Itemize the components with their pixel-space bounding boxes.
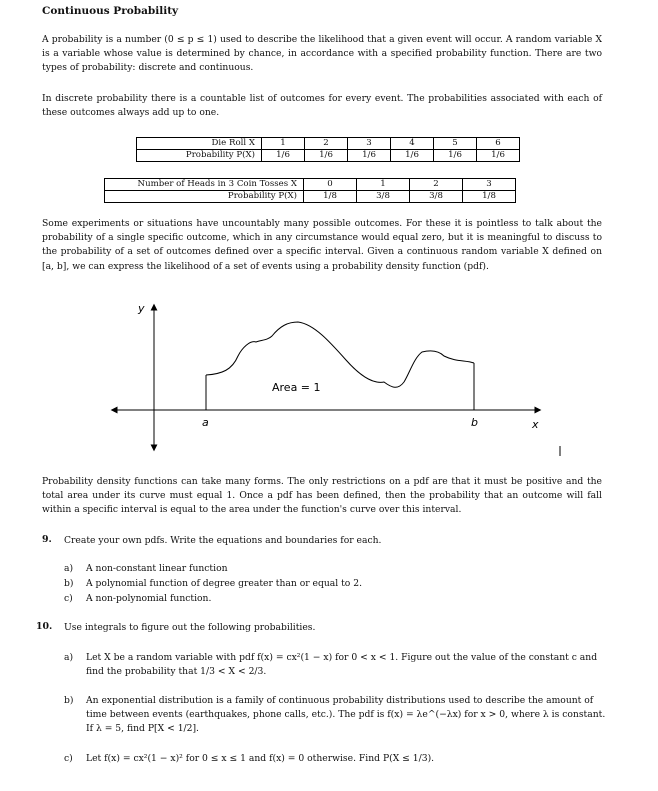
item-label: a) — [64, 563, 74, 574]
discrete-paragraph: In discrete probability there is a countable list of outcomes for every event. The probabilities associated with each of these outcomes always add up to one. — [42, 93, 602, 119]
list-item — [64, 592, 606, 606]
y-axis-label: y — [138, 302, 145, 315]
pdf-curve — [206, 322, 474, 387]
table-row — [137, 138, 520, 150]
pdf-diagram — [0, 290, 658, 460]
table-cell: 1/8 — [304, 191, 357, 203]
table-row — [105, 191, 516, 203]
table-cell: 6 — [477, 138, 520, 150]
question-10-text: Use integrals to figure out the following probabilities. — [64, 622, 316, 633]
list-item — [64, 577, 606, 591]
a-label: a — [202, 416, 209, 429]
pdf-paragraph: Probability density functions can take many forms. The only restrictions on a pdf are that it must be positive and the total area under its curve must equal 1. Once a pdf has been defined, then the probability that an outcome will fall within a specific interval is equal to the area under the function's curve over this interval. — [42, 476, 602, 516]
item-text: Let f(x) = cx²(1 − x)² for 0 ≤ x ≤ 1 and f(x) = 0 otherwise. Find P(X ≤ 1/3). — [86, 753, 435, 764]
table-row — [137, 150, 520, 162]
table-cell: 3 — [348, 138, 391, 150]
question-9-number: 9. — [42, 534, 52, 545]
list-item — [64, 562, 606, 576]
item-text: A non-polynomial function. — [86, 593, 212, 604]
table-cell: 1/6 — [477, 150, 520, 162]
table-cell: 5 — [434, 138, 477, 150]
table-header-cell: Probability P(X) — [137, 150, 262, 162]
table-cell: 3 — [463, 179, 516, 191]
item-label: c) — [64, 593, 73, 604]
table-cell: 3/8 — [357, 191, 410, 203]
table-cell: 1/6 — [348, 150, 391, 162]
page-title: Continuous Probability — [42, 5, 179, 17]
x-axis-label: x — [532, 418, 539, 431]
list-item — [64, 694, 606, 736]
item-label: c) — [64, 753, 73, 764]
die-roll-table — [136, 137, 520, 162]
question-9-text: Create your own pdfs. Write the equations and boundaries for each. — [64, 535, 382, 546]
table-header-cell: Number of Heads in 3 Coin Tosses X — [105, 179, 304, 191]
item-label: b) — [64, 578, 74, 589]
table-header-cell: Die Roll X — [137, 138, 262, 150]
table-cell: 1/8 — [463, 191, 516, 203]
question-10-number: 10. — [36, 621, 53, 632]
table-cell: 1/6 — [391, 150, 434, 162]
table-cell: 2 — [305, 138, 348, 150]
item-label: a) — [64, 652, 74, 663]
b-label: b — [471, 416, 478, 429]
table-cell: 4 — [391, 138, 434, 150]
list-item — [64, 752, 606, 766]
list-item — [64, 651, 606, 679]
item-text: Let X be a random variable with pdf f(x) = cx²(1 − x) for 0 < x < 1. Figure out the value of the constant c and find the probability that 1/3 < X < 2/3. — [86, 652, 598, 677]
item-text: An exponential distribution is a family of continuous probability distributions used to describe the amount of time between events (earthquakes, phone calls, etc.). The pdf is f(x) = λe^(−λx) for x > 0, where λ is constant. If λ = 5, find P[X < 1/2]. — [86, 695, 606, 734]
table-cell: 1 — [262, 138, 305, 150]
continuous-paragraph: Some experiments or situations have uncountably many possible outcomes. For these it is pointless to talk about the probability of a single specific outcome, which in any circumstance would equal zero, but it is meaningful to discuss to the probability of a set of outcomes defined over a specific interval. Given a continuous random variable X defined on [a, b], we can express the likelihood of a set of events using a probability density function (pdf). — [42, 218, 602, 272]
table-cell: 1/6 — [434, 150, 477, 162]
intro-paragraph: A probability is a number (0 ≤ p ≤ 1) used to describe the likelihood that a given event will occur. A random variable X is a variable whose value is determined by chance, in accordance with a specified probability function. There are two types of probability: discrete and continuous. — [42, 34, 602, 74]
item-text: A polynomial function of degree greater than or equal to 2. — [86, 578, 363, 589]
table-header-cell: Probability P(X) — [105, 191, 304, 203]
item-label: b) — [64, 695, 74, 706]
table-cell: 1 — [357, 179, 410, 191]
table-cell: 1/6 — [305, 150, 348, 162]
table-cell: 3/8 — [410, 191, 463, 203]
coin-toss-table — [104, 178, 516, 203]
table-cell: 1/6 — [262, 150, 305, 162]
table-cell: 0 — [304, 179, 357, 191]
item-text: A non-constant linear function — [86, 563, 228, 574]
area-label: Area = 1 — [272, 381, 321, 394]
table-row — [105, 179, 516, 191]
table-cell: 2 — [410, 179, 463, 191]
